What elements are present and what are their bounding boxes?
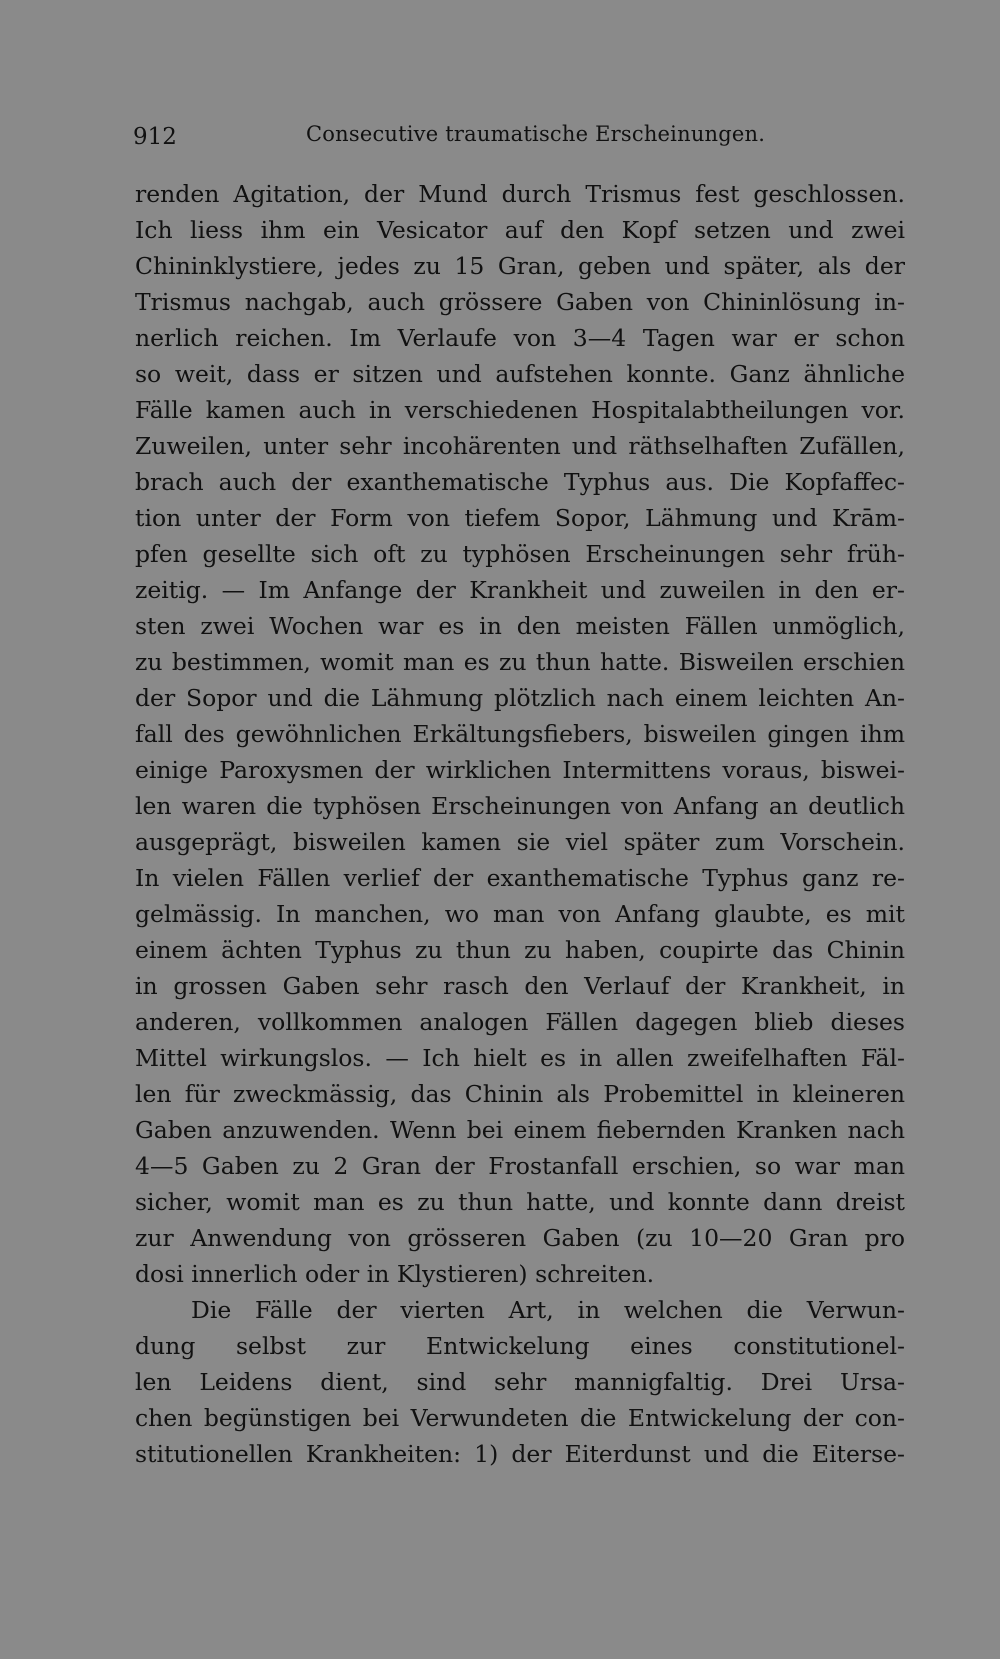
text-line: Trismus nachgab, auch grössere Gaben von Chininlösung in- xyxy=(135,288,905,316)
text-line: Mittel wirkungslos. — Ich hielt es in allen zweifelhaften Fäl- xyxy=(135,1044,905,1072)
text-line: anderen, vollkommen analogen Fällen dagegen blieb dieses xyxy=(135,1008,905,1036)
text-line: gelmässig. In manchen, wo man von Anfang glaubte, es mit xyxy=(135,900,905,928)
text-line: Ich liess ihm ein Vesicator auf den Kopf setzen und zwei xyxy=(135,216,905,244)
text-line: len waren die typhösen Erscheinungen von Anfang an deutlich xyxy=(135,792,905,820)
text-line: 4—5 Gaben zu 2 Gran der Frostanfall erschien, so war man xyxy=(135,1152,905,1180)
text-line: tion unter der Form von tiefem Sopor, Lähmung und Krām- xyxy=(135,504,905,532)
body-text xyxy=(135,176,905,1472)
text-line: pfen gesellte sich oft zu typhösen Erscheinungen sehr früh- xyxy=(135,540,905,568)
text-line: in grossen Gaben sehr rasch den Verlauf der Krankheit, in xyxy=(135,972,905,1000)
text-line: Gaben anzuwenden. Wenn bei einem fiebernden Kranken nach xyxy=(135,1116,905,1144)
text-line: Die Fälle der vierten Art, in welchen die Verwun- xyxy=(191,1296,905,1324)
text-line: chen begünstigen bei Verwundeten die Entwickelung der con- xyxy=(135,1404,905,1432)
page-number: 912 xyxy=(133,124,177,150)
text-line: stitutionellen Krankheiten: 1) der Eiterdunst und die Eiterse- xyxy=(135,1440,905,1468)
text-line: dosi innerlich oder in Klystieren) schreiten. xyxy=(135,1260,655,1288)
text-line: zeitig. — Im Anfange der Krankheit und zuweilen in den er- xyxy=(135,576,905,604)
text-line: brach auch der exanthematische Typhus aus. Die Kopfaffec- xyxy=(135,468,905,496)
text-line: zu bestimmen, womit man es zu thun hatte. Bisweilen erschien xyxy=(135,648,905,676)
text-line: Zuweilen, unter sehr incohärenten und räthselhaften Zufällen, xyxy=(135,432,905,460)
text-line: der Sopor und die Lähmung plötzlich nach einem leichten An- xyxy=(135,684,905,712)
running-head: Consecutive traumatische Erscheinungen. xyxy=(306,122,766,146)
text-line: In vielen Fällen verlief der exanthematische Typhus ganz re- xyxy=(135,864,905,892)
text-line: sicher, womit man es zu thun hatte, und konnte dann dreist xyxy=(135,1188,905,1216)
page-header xyxy=(133,120,903,156)
text-line: Chininklystiere, jedes zu 15 Gran, geben und später, als der xyxy=(135,252,905,280)
text-line: len Leidens dient, sind sehr mannigfaltig. Drei Ursa- xyxy=(135,1368,905,1396)
text-line: so weit, dass er sitzen und aufstehen konnte. Ganz ähnliche xyxy=(135,360,905,388)
paragraph-1 xyxy=(135,176,905,1292)
paragraph-2 xyxy=(135,1292,905,1472)
text-line: einige Paroxysmen der wirklichen Intermittens voraus, biswei- xyxy=(135,756,905,784)
text-line: einem ächten Typhus zu thun zu haben, coupirte das Chinin xyxy=(135,936,905,964)
text-line: nerlich reichen. Im Verlaufe von 3—4 Tagen war er schon xyxy=(135,324,905,352)
text-line: sten zwei Wochen war es in den meisten Fällen unmöglich, xyxy=(135,612,905,640)
text-line: Fälle kamen auch in verschiedenen Hospitalabtheilungen vor. xyxy=(135,396,905,424)
text-line: zur Anwendung von grösseren Gaben (zu 10—20 Gran pro xyxy=(135,1224,905,1252)
text-line: dung selbst zur Entwickelung eines constitutionel- xyxy=(135,1332,905,1360)
text-line: ausgeprägt, bisweilen kamen sie viel später zum Vorschein. xyxy=(135,828,905,856)
text-line: fall des gewöhnlichen Erkältungsfiebers, bisweilen gingen ihm xyxy=(135,720,905,748)
text-line: len für zweckmässig, das Chinin als Probemittel in kleineren xyxy=(135,1080,905,1108)
text-line: renden Agitation, der Mund durch Trismus fest geschlossen. xyxy=(135,180,905,208)
